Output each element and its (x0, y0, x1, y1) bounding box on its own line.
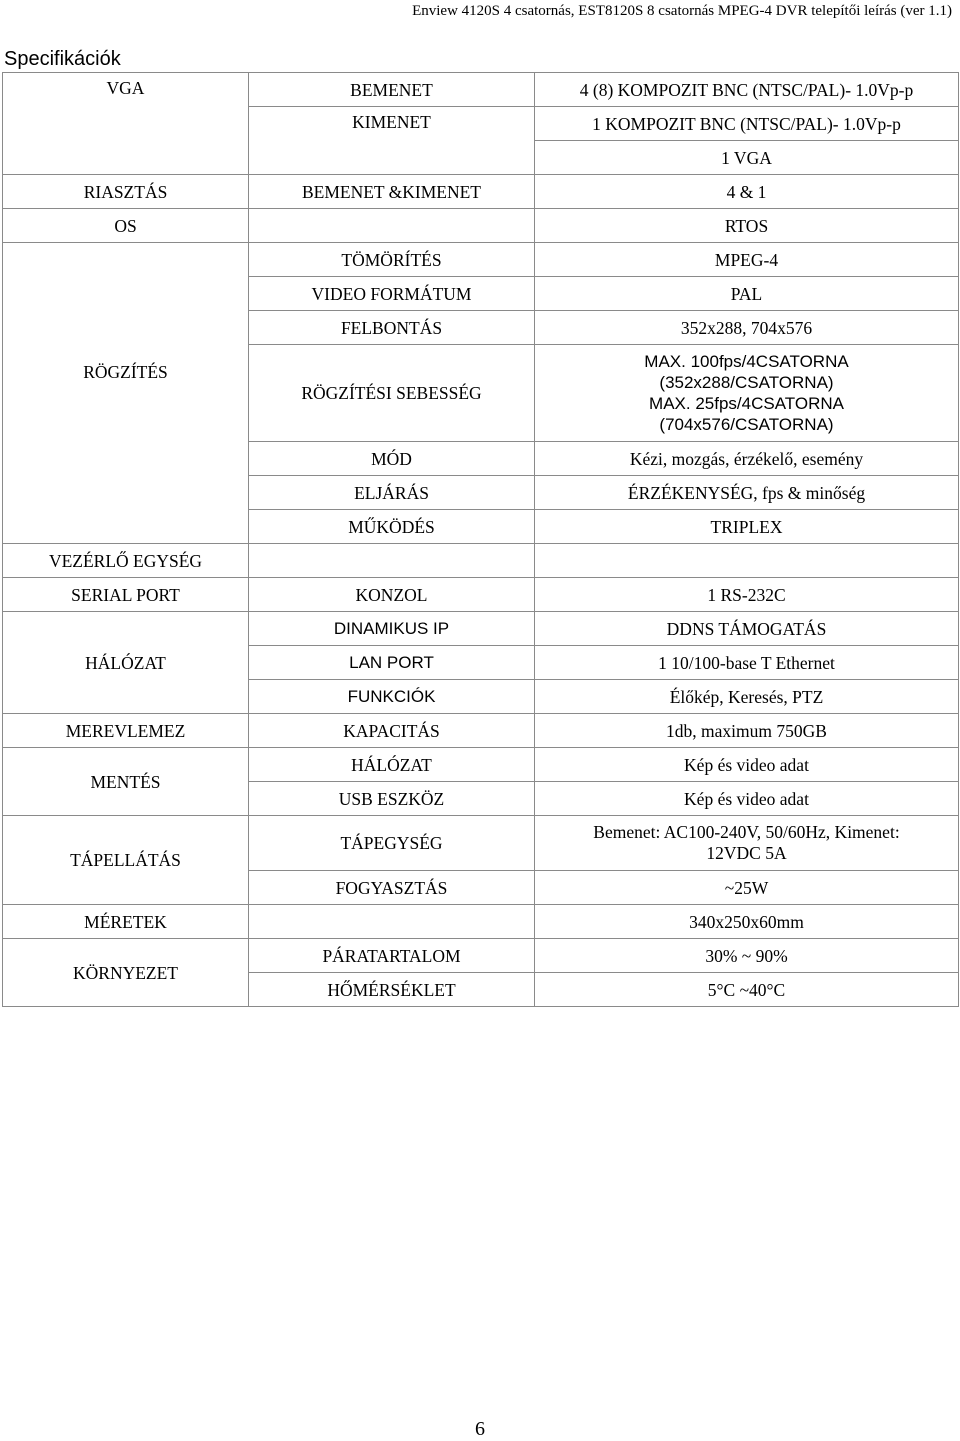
rec-speed-line: MAX. 100fps/4CSATORNA (644, 352, 849, 371)
value-cell: ÉRZÉKENYSÉG, fps & minőség (535, 476, 959, 510)
psu-line: 12VDC 5A (706, 843, 787, 863)
table-row (3, 73, 959, 107)
table-row (3, 939, 959, 973)
value-cell (535, 816, 959, 871)
category-cell: VEZÉRLŐ EGYSÉG (3, 544, 249, 578)
label-cell: TÖMÖRÍTÉS (249, 243, 535, 277)
label-cell: RÖGZÍTÉSI SEBESSÉG (249, 345, 535, 442)
label-cell: HŐMÉRSÉKLET (249, 973, 535, 1007)
table-row (3, 816, 959, 871)
label-cell: TÁPEGYSÉG (249, 816, 535, 871)
value-cell: Élőkép, Keresés, PTZ (535, 680, 959, 714)
value-cell: 1 10/100-base T Ethernet (535, 646, 959, 680)
value-cell: ~25W (535, 871, 959, 905)
label-cell: DINAMIKUS IP (249, 612, 535, 646)
value-cell (535, 345, 959, 442)
category-cell: RIASZTÁS (3, 175, 249, 209)
value-cell: 1db, maximum 750GB (535, 714, 959, 748)
category-cell: RÖGZÍTÉS (3, 243, 249, 544)
value-cell: Kép és video adat (535, 748, 959, 782)
label-cell (249, 905, 535, 939)
table-row (3, 905, 959, 939)
category-cell: MEREVLEMEZ (3, 714, 249, 748)
table-row (3, 612, 959, 646)
value-cell: RTOS (535, 209, 959, 243)
table-row (3, 209, 959, 243)
label-cell: TRIPLEX (535, 510, 959, 544)
psu-line: Bemenet: AC100-240V, 50/60Hz, Kimenet: (593, 822, 900, 842)
category-cell: KÖRNYEZET (3, 939, 249, 1007)
category-cell: MŰKÖDÉS (249, 510, 535, 544)
value-cell: MPEG-4 (535, 243, 959, 277)
label-cell: KIMENET (249, 107, 535, 175)
rec-speed-line: (704x576/CSATORNA) (659, 415, 834, 434)
value-cell: 352x288, 704x576 (535, 311, 959, 345)
rec-speed-line: MAX. 25fps/4CSATORNA (649, 394, 844, 413)
label-cell: ELJÁRÁS (249, 476, 535, 510)
label-cell (249, 209, 535, 243)
category-cell: OS (3, 209, 249, 243)
value-cell: Kézi, mozgás, érzékelő, esemény (535, 442, 959, 476)
value-cell: 1 RS-232C (535, 578, 959, 612)
category-cell: SERIAL PORT (3, 578, 249, 612)
document-header: Enview 4120S 4 csatornás, EST8120S 8 csatornás MPEG-4 DVR telepítői leírás (ver 1.1) (412, 3, 952, 19)
label-cell: VIDEO FORMÁTUM (249, 277, 535, 311)
value-cell: DDNS TÁMOGATÁS (535, 612, 959, 646)
table-row (3, 243, 959, 277)
table-row (3, 748, 959, 782)
table-row (3, 544, 959, 578)
category-cell: MÉRETEK (3, 905, 249, 939)
label-cell: USB ESZKÖZ (249, 782, 535, 816)
specification-table (2, 72, 959, 1007)
label-cell: PÁRATARTALOM (249, 939, 535, 973)
value-cell: 340x250x60mm (535, 905, 959, 939)
category-cell: MENTÉS (3, 748, 249, 816)
value-cell: 30% ~ 90% (535, 939, 959, 973)
rec-speed-line: (352x288/CSATORNA) (659, 373, 834, 392)
value-cell: 1 KOMPOZIT BNC (NTSC/PAL)- 1.0Vp-p (535, 107, 959, 141)
category-cell: VGA (3, 73, 249, 175)
value-cell: 4 & 1 (535, 175, 959, 209)
label-cell: LAN PORT (249, 646, 535, 680)
value-cell: 4 (8) KOMPOZIT BNC (NTSC/PAL)- 1.0Vp-p (535, 73, 959, 107)
label-cell: BEMENET (249, 73, 535, 107)
value-cell: 5°C ~40°C (535, 973, 959, 1007)
table-row (3, 175, 959, 209)
label-cell: KONZOL (249, 578, 535, 612)
label-cell: FUNKCIÓK (249, 680, 535, 714)
value-cell: PAL (535, 277, 959, 311)
value-cell: 1 VGA (535, 141, 959, 175)
table-row (3, 578, 959, 612)
value-cell: Kép és video adat (535, 782, 959, 816)
label-cell: HÁLÓZAT (249, 748, 535, 782)
table-row (3, 714, 959, 748)
label-cell: KAPACITÁS (249, 714, 535, 748)
section-title: Specifikációk (4, 48, 121, 70)
category-cell: TÁPELLÁTÁS (3, 816, 249, 905)
category-cell: HÁLÓZAT (3, 612, 249, 714)
label-cell: BEMENET &KIMENET (249, 175, 535, 209)
label-cell: FELBONTÁS (249, 311, 535, 345)
page-number: 6 (475, 1418, 485, 1440)
label-cell (249, 544, 535, 578)
label-cell: FOGYASZTÁS (249, 871, 535, 905)
label-cell: MÓD (249, 442, 535, 476)
